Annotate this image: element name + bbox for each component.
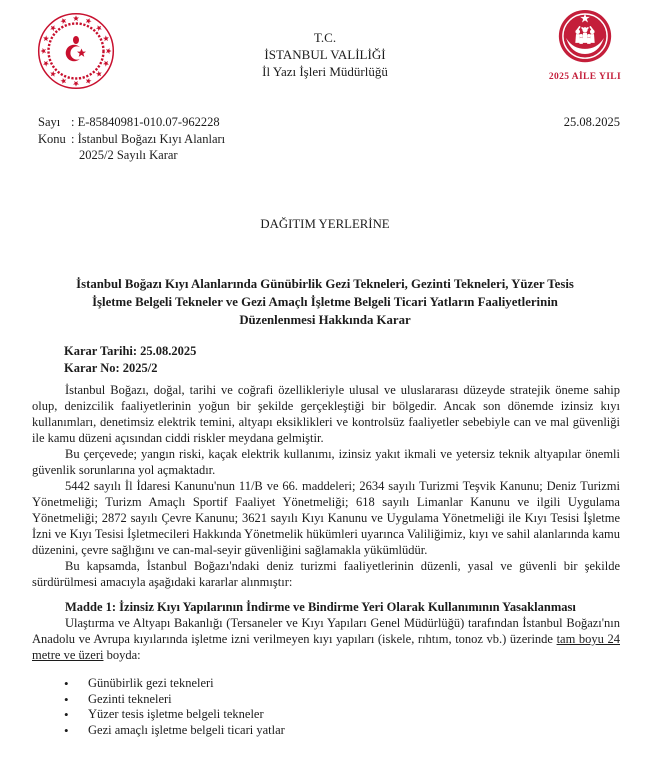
- letterhead-department: İl Yazı İşleri Müdürlüğü: [262, 64, 388, 79]
- list-item: • Gezinti tekneleri: [88, 692, 620, 708]
- decision-no: Karar No: 2025/2: [64, 360, 158, 375]
- madde-1-paragraph: [32, 615, 620, 663]
- decision-date: Karar Tarihi: 25.08.2025: [64, 344, 197, 358]
- list-item: • Günübirlik gezi tekneleri: [88, 676, 620, 692]
- aile-yili-logo-icon: [554, 7, 616, 71]
- letterhead-office: İSTANBUL VALİLİĞİ: [264, 47, 386, 62]
- aile-yili-label: 2025 AİLE YILI: [548, 72, 622, 82]
- document-body: [32, 382, 620, 738]
- paragraph: Bu kapsamda, İstanbul Boğazı'ndaki deniz turizmi faaliyetlerinin düzenli, yasal ve güvenli bir şekilde sürdürülmesi amacıyla aşağıdaki kararlar alınmıştır:: [32, 559, 620, 589]
- recipient-line: DAĞITIM YERLERİNE: [260, 217, 390, 231]
- konu-value-line2: 2025/2 Sayılı Karar: [79, 148, 178, 162]
- aile-yili-logo: [546, 7, 624, 82]
- document-title: İstanbul Boğazı Kıyı Alanlarında Günübirlik Gezi Tekneleri, Gezinti Tekneleri, Yüzer Tesis İşletme Belgeli Tekneler ve Gezi Amaçlı İşletme Belgeli Ticari Yatların Faaliyetlerinin Düzenlenmesi Hakkında Karar: [76, 277, 574, 327]
- decision-meta: [64, 343, 196, 376]
- madde-1-heading: Madde 1: İzinsiz Kıyı Yapılarının İndirme ve Bindirme Yeri Olarak Kullanımının Yasaklanması: [65, 600, 576, 614]
- madde-1-underlined-text: tam boyu 24 metre ve üzeri: [32, 632, 620, 662]
- madde-1-text-after: boyda:: [103, 648, 141, 662]
- madde-1-text-before: Ulaştırma ve Altyapı Bakanlığı (Tersaneler ve Kıyı Yapıları Genel Müdürlüğü) tarafından İstanbul Boğazı'nın Anadolu ve Avrupa kıyılarında işletme izni verilmeyen kıyı yapıları (iskele, rıhtım, tonoz vb.) üzerinde: [32, 616, 620, 646]
- sayi-label: Sayı: [38, 115, 61, 129]
- paragraph: İstanbul Boğazı, doğal, tarihi ve coğrafi özellikleriyle ulusal ve uluslararası düzeyde stratejik öneme sahip olup, denizcilik faaliyetlerinin yoğun bir şekilde gerçekleştiği bir bölgedir. Ancak son dönemde izinsiz kıyı kullanımları, denetimsiz elektrik temini, altyapı eksiklikleri ve kontrolsüz faaliyetler sebebiyle can ve mal güvenliği ile kamu düzeni açısından ciddi riskler meydana gelmiştir.: [32, 383, 620, 445]
- konu-label: Konu: [38, 131, 66, 146]
- list-item: • Gezi amaçlı işletme belgeli ticari yatlar: [88, 723, 620, 739]
- document-meta: [38, 114, 620, 164]
- vessel-type-list: [32, 676, 620, 738]
- list-item: • Yüzer tesis işletme belgeli tekneler: [88, 707, 620, 723]
- paragraph: 5442 sayılı İl İdaresi Kanunu'nun 11/B ve 66. maddeleri; 2634 sayılı Turizmi Teşvik Kanunu; Deniz Turizmi Yönetmeliği; Turizm Amaçlı Sportif Faaliyet Yönetmeliği; 618 sayılı Limanlar Kanunu ve ilgili Uygulama Yönetmeliği; 2872 sayılı Çevre Kanunu; 3621 sayılı Kıyı Kanunu ve Uygulama Yönetmeliği ile Kıyı Tesisi İşletme İzni ve Kıyı Tesisi İşletmecileri Hakkında Yönetmelik hükümleri uyarınca Valiliğimiz, kıyı ve sahil alanlarında kamu düzenini, çevre sağlığını ve can-mal-seyir güvenliğini sağlamakla yükümlüdür.: [32, 479, 620, 557]
- konu-value: : İstanbul Boğazı Kıyı Alanları: [71, 131, 226, 146]
- document-date: 25.08.2025: [563, 115, 620, 129]
- letterhead-tc: T.C.: [313, 30, 337, 45]
- paragraph: Bu çerçevede; yangın riski, kaçak elektrik kullanımı, izinsiz yakıt ikmali ve yetersiz teknik altyapılar önemli güvenlik sorunlarına yol açmaktadır.: [32, 447, 620, 477]
- sayi-value: : E-85840981-010.07-962228: [71, 115, 220, 129]
